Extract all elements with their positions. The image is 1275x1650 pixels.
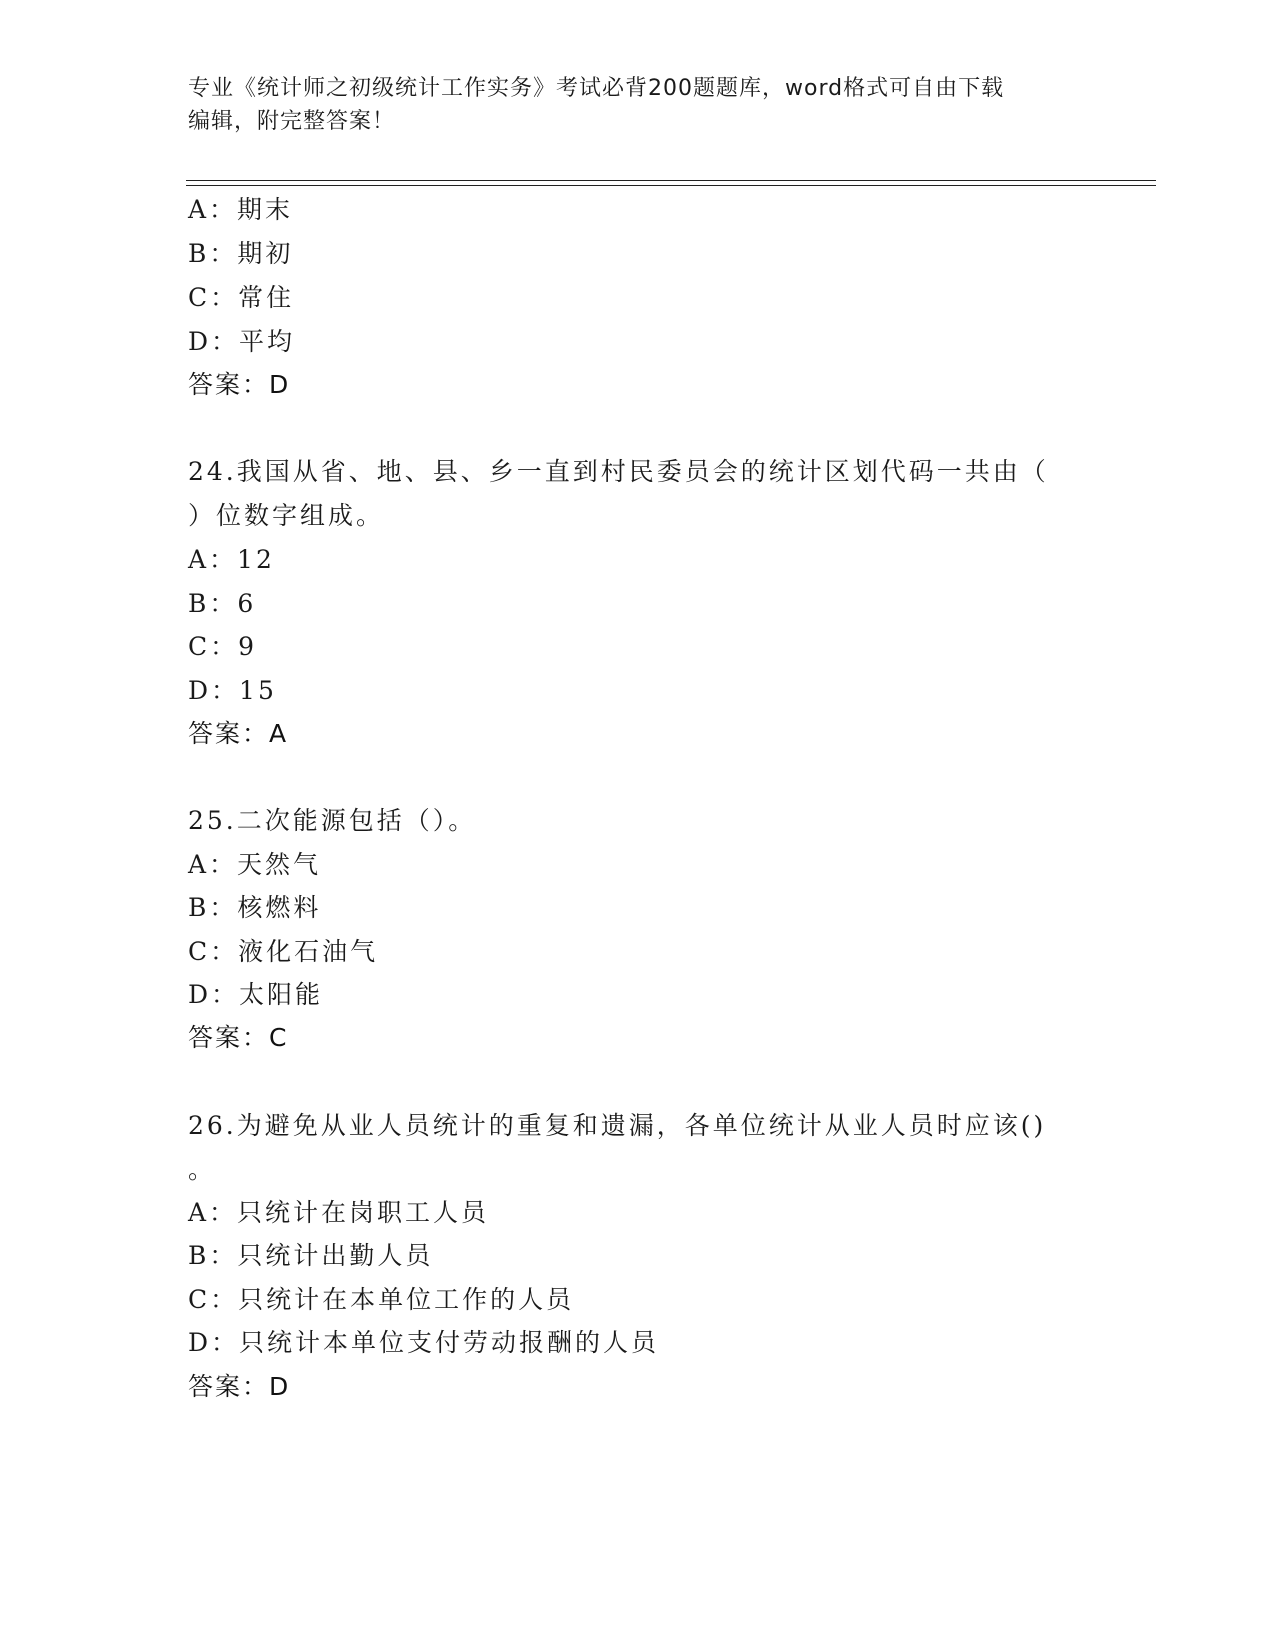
q23-option-a: A：期末 (188, 195, 294, 224)
q24-stem-line-2: ）位数字组成。 (188, 501, 385, 530)
q25-answer: 答案：C (188, 1023, 289, 1052)
q24-option-d: D：15 (188, 676, 277, 705)
q24-option-a: A：12 (188, 545, 275, 574)
header-line-1: 专业《统计师之初级统计工作实务》考试必背200题题库，word格式可自由下载 (188, 76, 1005, 101)
header-divider-bottom (186, 185, 1156, 186)
q25-option-b: B：核燃料 (188, 893, 322, 922)
q26-option-c: C：只统计在本单位工作的人员 (188, 1285, 575, 1314)
q25-option-c: C：液化石油气 (188, 937, 379, 966)
q26-option-a: A：只统计在岗职工人员 (188, 1198, 490, 1227)
q25-option-d: D：太阳能 (188, 980, 324, 1009)
q26-stem-line-1: 26.为避免从业人员统计的重复和遗漏，各单位统计从业人员时应该() (188, 1111, 1047, 1140)
q24-stem-line-1: 24.我国从省、地、县、乡一直到村民委员会的统计区划代码一共由（ (188, 457, 1049, 486)
q23-option-b: B：期初 (188, 239, 294, 268)
q24-answer: 答案：A (188, 719, 289, 748)
header-divider-top (186, 180, 1156, 181)
q24-option-c: C：9 (188, 632, 258, 661)
document-header (188, 72, 1068, 138)
q23-option-c: C：常住 (188, 283, 295, 312)
header-line-2: 编辑，附完整答案！ (188, 109, 396, 134)
q26-option-b: B：只统计出勤人员 (188, 1241, 434, 1270)
q23-option-d: D：平均 (188, 327, 296, 356)
q26-option-d: D：只统计本单位支付劳动报酬的人员 (188, 1328, 660, 1357)
q26-stem-line-2: 。 (188, 1155, 217, 1184)
q25-stem-line-1: 25.二次能源包括（）。 (188, 806, 477, 835)
q25-option-a: A：天然气 (188, 850, 322, 879)
q23-answer: 答案：D (188, 370, 291, 399)
q24-option-b: B：6 (188, 589, 257, 618)
q26-answer: 答案：D (188, 1372, 291, 1401)
